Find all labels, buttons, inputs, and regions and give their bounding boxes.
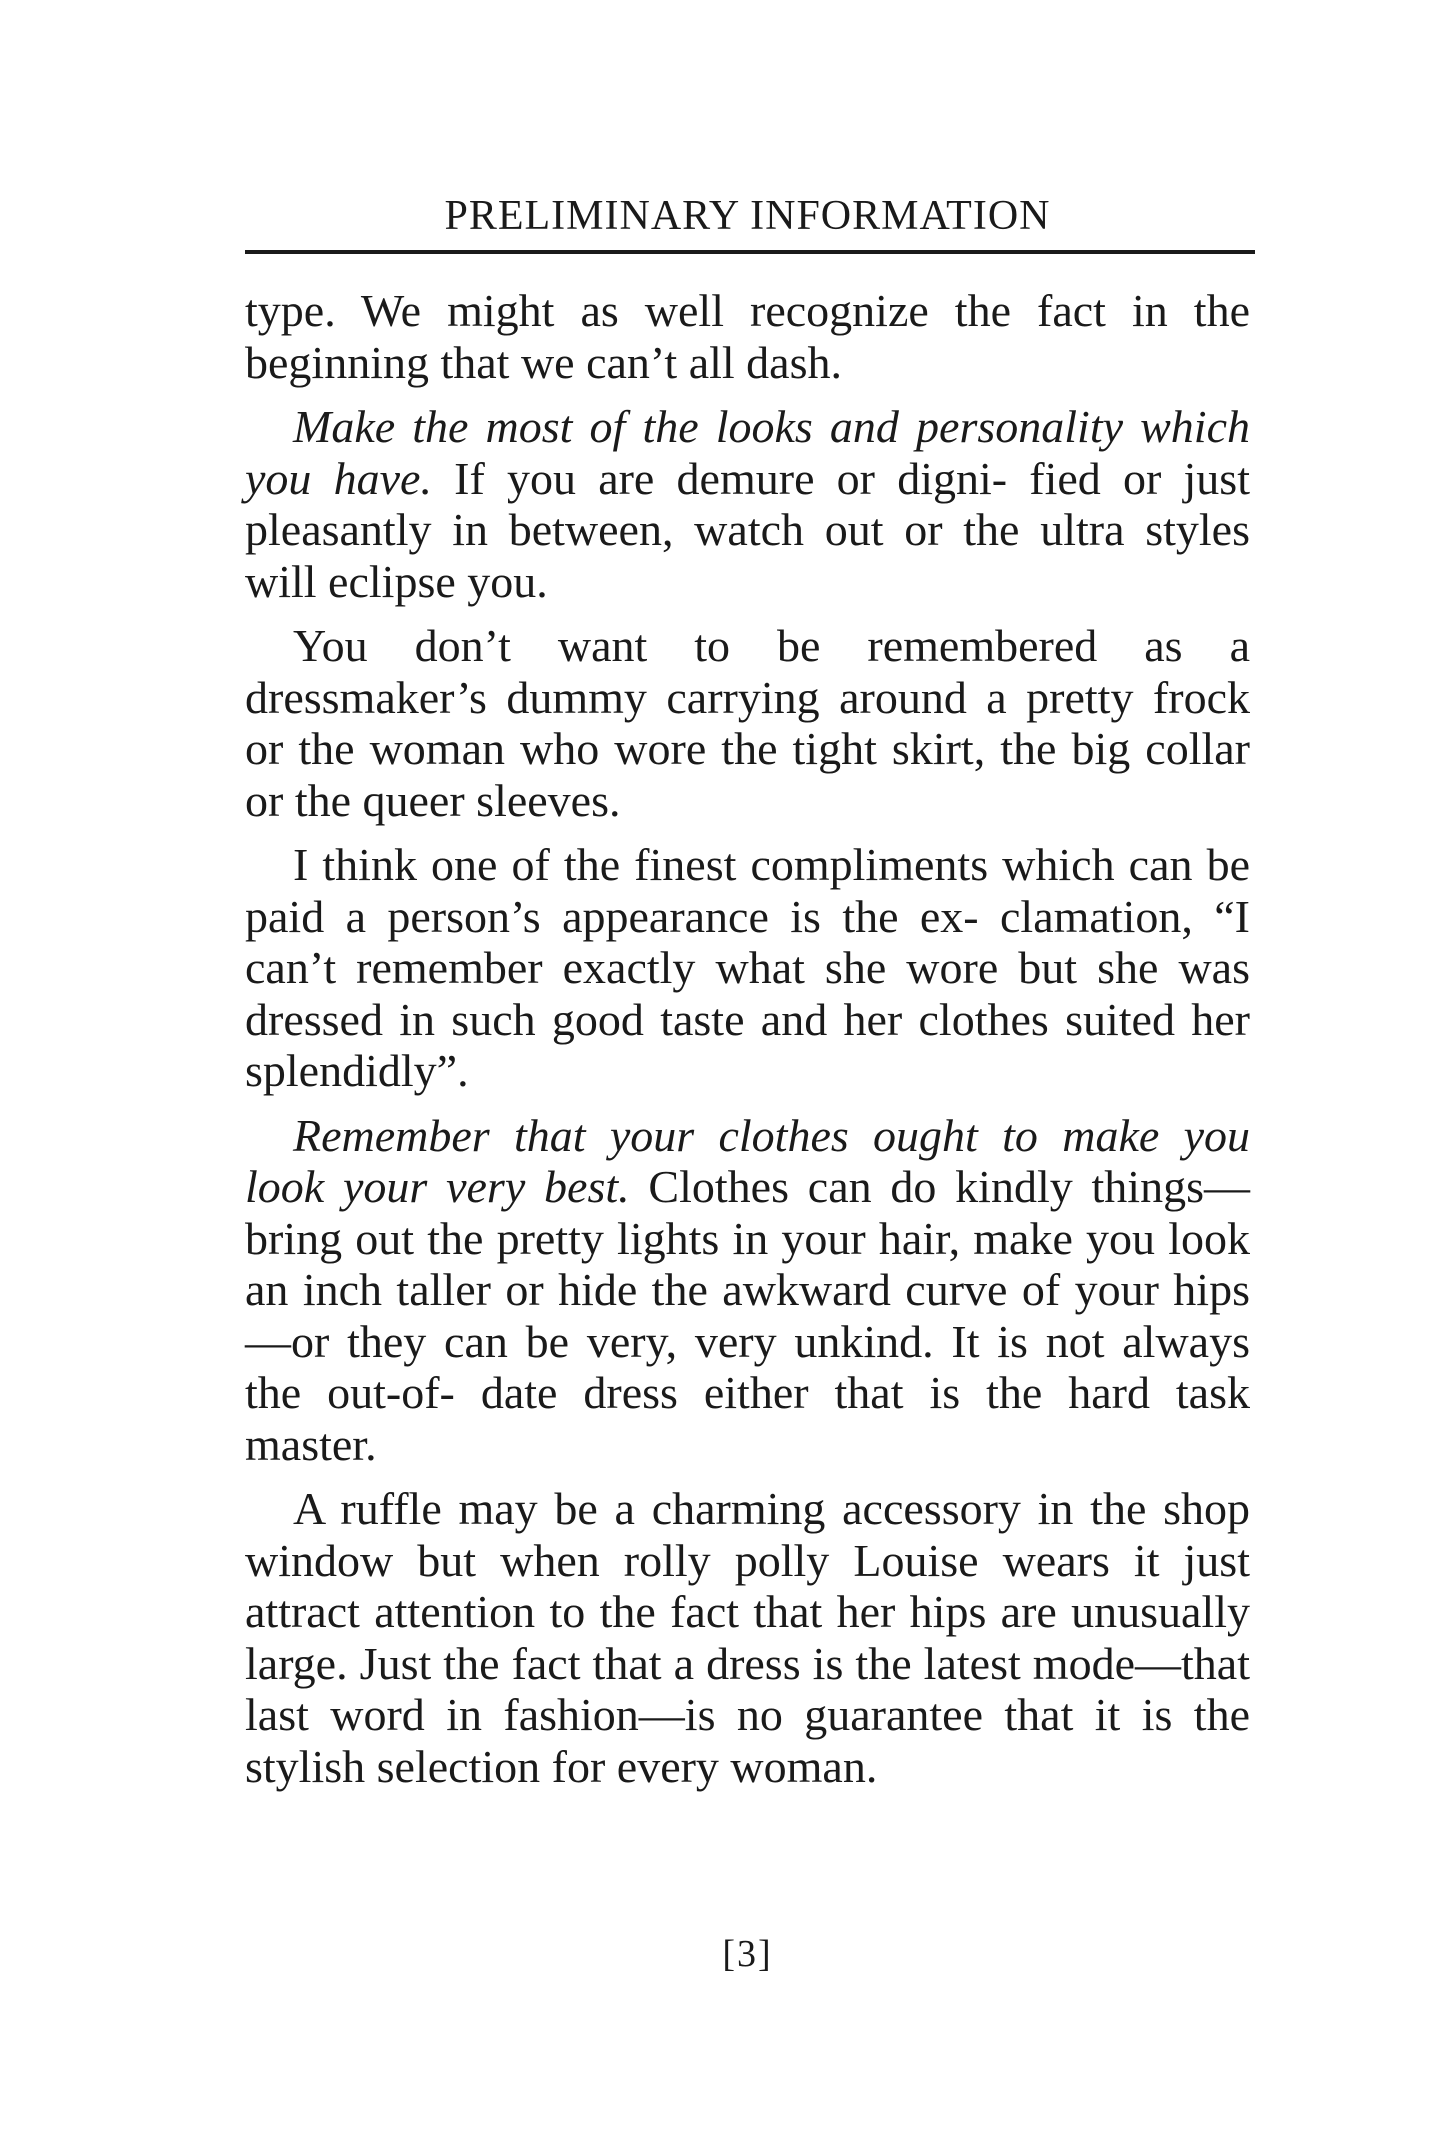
paragraph-3: [245, 620, 1250, 826]
page-number: [3]: [722, 1933, 773, 1975]
paragraph-3-text: You don’t want to be remembered as a dressmaker’s dummy carrying around a pretty frock or the woman who wore the tight skirt, the big collar or the queer sleeves.: [245, 620, 1250, 826]
running-head: PRELIMINARY INFORMATION: [444, 193, 1051, 239]
paragraph-6: [245, 1483, 1250, 1792]
paragraph-2: [245, 401, 1250, 607]
paragraph-5-text: Clothes can do kindly things—bring out the pretty lights in your hair, make you look an inch taller or hide the awkward curve of your hips—or they can be very, very unkind. It is not always the out-of- date dress either that is the hard task master.: [245, 1161, 1250, 1470]
paragraph-2-italic-lead: Make the most of the looks and personality which you have.: [245, 401, 1250, 504]
header-rule: [245, 250, 1255, 254]
paragraph-2-text: If you are demure or digni- fied or just pleasantly in between, watch out or the ultra styles will eclipse you.: [245, 452, 1250, 607]
paragraph-5-italic-lead: Remember that your clothes ought to make you look your very best.: [245, 1109, 1250, 1212]
paragraph-6-text: A ruffle may be a charming accessory in the shop window but when rolly polly Louise wears it just attract attention to the fact that her hips are unusually large. Just the fact that a dress is the latest mode—that last word in fashion—is no guarantee that it is the stylish selection for every woman.: [245, 1483, 1250, 1792]
paragraph-4: [245, 839, 1250, 1097]
paragraph-4-text: I think one of the finest compliments which can be paid a person’s appearance is the ex- clamation, “I can’t remember exactly what she wore but she was dressed in such good taste and her clothes suited her splendidly”.: [245, 839, 1250, 1096]
paragraph-1-text: type. We might as well recognize the fact in the beginning that we can’t all dash.: [245, 285, 1250, 388]
paragraph-5: [245, 1110, 1250, 1471]
paragraph-1: [245, 285, 1250, 388]
body-text: [245, 285, 1250, 1805]
